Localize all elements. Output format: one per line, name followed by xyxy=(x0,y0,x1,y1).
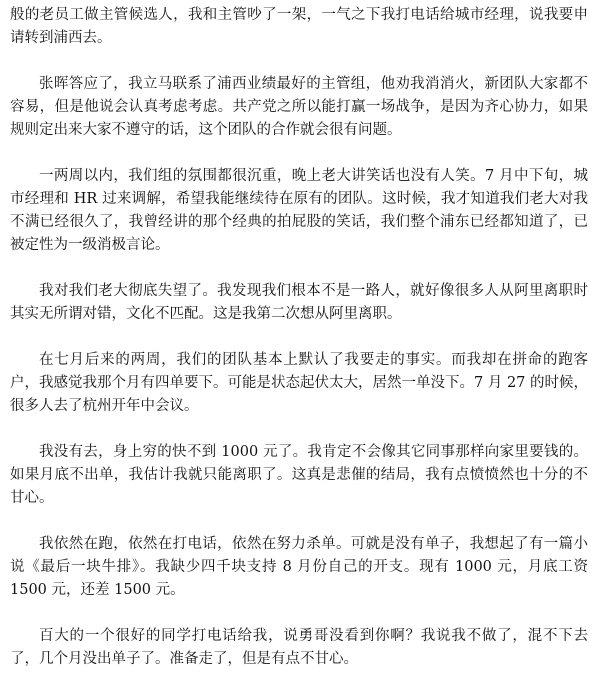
paragraph-7: 我依然在跑，依然在打电话，依然在努力杀单。可就是没有单子，我想起了有一篇小说《最后一块牛排》。我缺少四千块支持 8 月份自己的开支。现有 1000 元，月底工资 1500 元，还差 1500 元。 xyxy=(10,536,588,598)
paragraph-2: 张晖答应了，我立马联系了浦西业绩最好的主管组，他劝我消消火，新团队大家都不容易，但是他说会认真考虑考虑。共产党之所以能打赢一场战争，是因为齐心协力，如果规则定出来大家不遵守的话，这个团队的合作就会很有问题。 xyxy=(10,76,588,138)
document-body xyxy=(10,4,588,694)
paragraph-4: 我对我们老大彻底失望了。我发现我们根本不是一路人，就好像很多人从阿里离职时其实无所谓对错，文化不匹配。这是我第二次想从阿里离职。 xyxy=(10,283,588,322)
paragraph-5: 在七月后来的两周，我们的团队基本上默认了我要走的事实。而我却在拼命的跑客户，我感觉我那个月有四单要下。可能是状态起伏太大，居然一单没下。7 月 27 的时候，很多人去了杭州开年中会议。 xyxy=(10,352,588,414)
paragraph-1: 般的老员工做主管候选人，我和主管吵了一架，一气之下我打电话给城市经理，说我要申请转到浦西去。 xyxy=(10,7,588,46)
paragraph-3: 一两周以内，我们组的氛围都很沉重，晚上老大讲笑话也没有人笑。7 月中下旬，城市经理和 HR 过来调解，希望我能继续待在原有的团队。这时候，我才知道我们老大对我不满已经很久了，我曾经讲的那个经典的拍屁股的笑话，我们整个浦东已经都知道了，已被定性为一级消极言论。 xyxy=(10,168,588,253)
paragraph-8: 百大的一个很好的同学打电话给我，说勇哥没看到你啊？我说我不做了，混不下去了，几个月没出单子了。准备走了，但是有点不甘心。 xyxy=(10,628,588,667)
paragraph-6: 我没有去，身上穷的快不到 1000 元了。我肯定不会像其它同事那样向家里要钱的。如果月底不出单，我估计我就只能离职了。这真是悲催的结局，我有点愤愤然也十分的不甘心。 xyxy=(10,444,588,506)
